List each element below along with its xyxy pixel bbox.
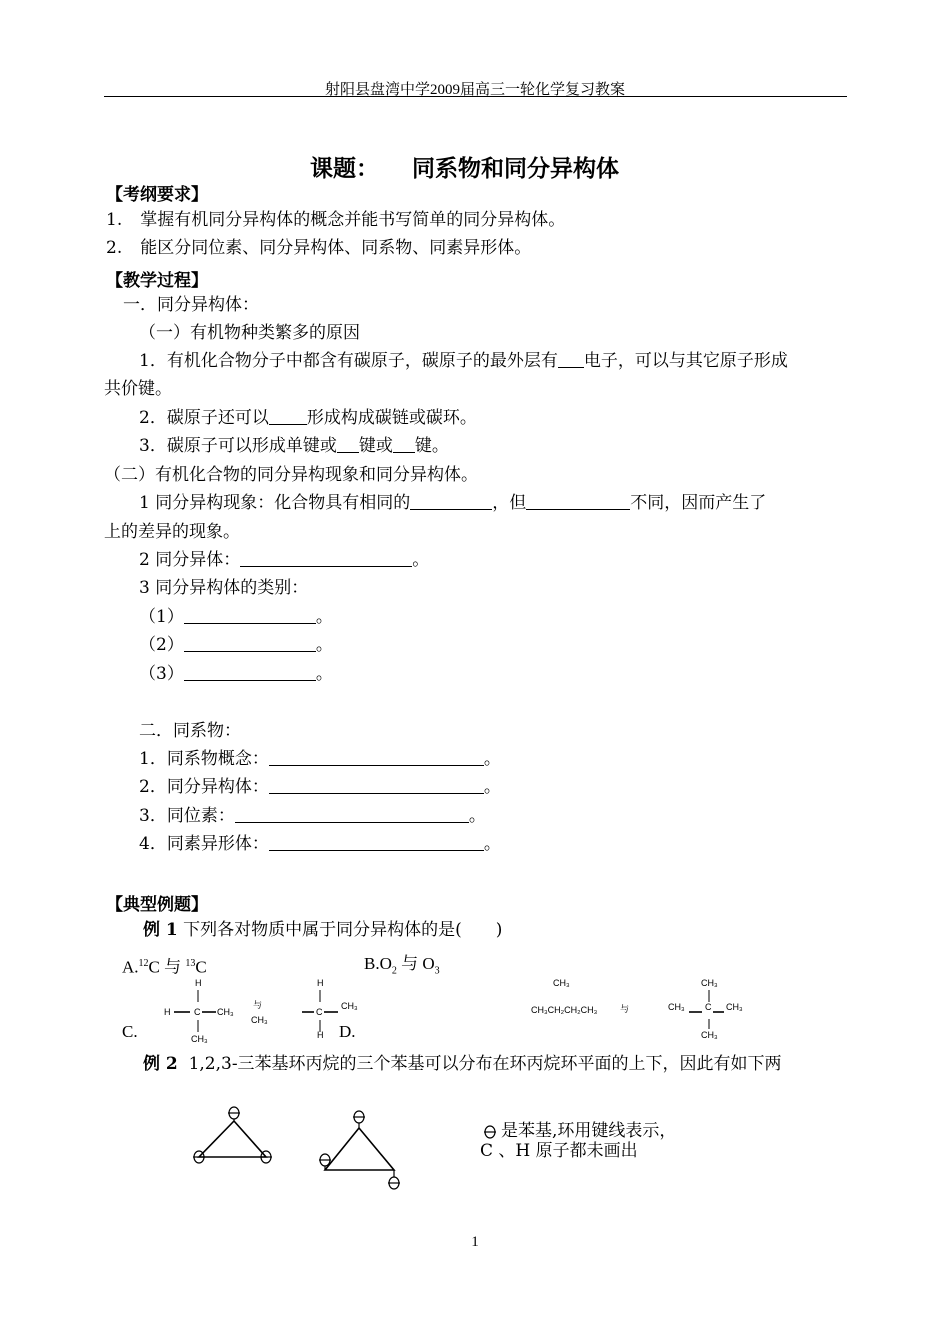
item3-text-c: 键。 xyxy=(414,436,449,456)
syllabus-num: 2. xyxy=(106,238,123,258)
period: 。 xyxy=(483,749,501,769)
page-title: 同系物和同分异构体 xyxy=(412,155,619,182)
part2-item xyxy=(139,805,486,827)
group-ch3: CH₃ xyxy=(191,1034,208,1044)
part2-item-label: 3．同位素： xyxy=(139,806,235,826)
title-label: 课题： xyxy=(310,155,379,182)
group-chain: CH₃CH₂CH₂CH₃ xyxy=(531,1005,598,1015)
page-number: 1 xyxy=(471,1234,479,1250)
example2-note2: C 、H 原子都未画出 xyxy=(480,1141,638,1161)
part1-sub2: （二）有机化合物的同分异构现象和同分异构体。 xyxy=(104,465,478,485)
p1-text-a: 1 同分异构现象：化合物具有相同的 xyxy=(139,493,411,513)
group-ch3: CH₃ xyxy=(341,1001,358,1011)
atom-h: H xyxy=(164,1007,171,1017)
cyclopropane-ring xyxy=(325,1128,394,1170)
blank xyxy=(393,435,415,453)
mass-number: 12 xyxy=(138,958,149,969)
group-ch3: CH₃ xyxy=(701,978,718,988)
cyclopropane-ring xyxy=(199,1121,266,1157)
part2-item xyxy=(139,748,501,770)
blank xyxy=(410,492,492,510)
blank xyxy=(337,435,359,453)
part1-item3 xyxy=(139,435,449,457)
atom-h: H xyxy=(195,978,202,988)
period: 。 xyxy=(315,664,333,684)
syllabus-item xyxy=(106,209,565,231)
group-ch3: CH₃ xyxy=(251,1015,268,1025)
part1-heading: 一．同分异构体： xyxy=(123,295,259,315)
item2-text-a: 2．碳原子还可以 xyxy=(139,408,269,428)
option-d-structures xyxy=(525,972,765,1047)
part1-item1-cont: 共价键。 xyxy=(104,379,172,399)
part1-sub1: （一）有机物种类繁多的原因 xyxy=(139,323,360,343)
option-d-label: D. xyxy=(339,1022,356,1041)
atom-h: H xyxy=(317,978,324,988)
blank xyxy=(526,492,630,510)
part2-item xyxy=(139,833,501,855)
part2-item xyxy=(139,776,501,798)
blank xyxy=(184,634,316,652)
isomer-structure-1 xyxy=(185,1100,285,1175)
option-a-end: C xyxy=(195,957,207,977)
syllabus-text: 掌握有机同分异构体的概念并能书写简单的同分异构体。 xyxy=(140,210,566,230)
example2-note1: 是苯基,环用键线表示， xyxy=(501,1121,677,1141)
blank xyxy=(558,350,584,368)
period: 。 xyxy=(483,834,501,854)
part1-item1 xyxy=(139,350,788,372)
part1-item2 xyxy=(139,407,477,429)
syllabus-num: 1. xyxy=(106,210,123,230)
with-text: 与 xyxy=(620,1004,630,1014)
period: 。 xyxy=(483,777,501,797)
option-a-prefix: A. xyxy=(122,957,139,977)
category-line xyxy=(139,606,333,628)
option-b-mid: 与 O xyxy=(396,954,435,973)
atom-c: C xyxy=(194,1007,201,1017)
item1-text-b: 电子，可以与其它原子形成 xyxy=(583,351,788,371)
atom-h: H xyxy=(317,1030,324,1040)
example2-text: 1,2,3-三苯基环丙烷的三个苯基可以分布在环丙烷环平面的上下，因此有如下两 xyxy=(188,1054,782,1074)
item3-text-b: 键或 xyxy=(358,436,393,456)
part1-p1 xyxy=(139,492,766,514)
item3-text-a: 3．碳原子可以形成单键或 xyxy=(139,436,337,456)
phenyl-legend-icon xyxy=(481,1122,499,1142)
example2-question xyxy=(143,1053,782,1075)
section-syllabus: 【考纲要求】 xyxy=(106,185,208,205)
section-examples: 【典型例题】 xyxy=(106,895,208,915)
option-a-mid: C 与 xyxy=(148,957,186,977)
part2-item-label: 2．同分异构体： xyxy=(139,777,269,797)
period: 。 xyxy=(315,635,333,655)
section-process: 【教学过程】 xyxy=(106,271,208,291)
subscript: 2 xyxy=(391,965,397,977)
blank xyxy=(235,805,469,823)
blank xyxy=(184,663,316,681)
group-ch3: CH₃ xyxy=(553,978,570,988)
isomer-structure-2 xyxy=(310,1100,410,1195)
part1-p1-cont: 上的差异的现象。 xyxy=(104,522,240,542)
part2-item-label: 1．同系物概念： xyxy=(139,749,269,769)
atom-c: C xyxy=(316,1007,323,1017)
blank xyxy=(269,748,484,766)
category-label: （3） xyxy=(139,664,184,684)
p2-text: 2 同分异体： xyxy=(139,550,241,570)
group-ch3: CH₃ xyxy=(217,1007,234,1017)
header-rule xyxy=(104,96,847,97)
category-line xyxy=(139,663,333,685)
with-text: 与 xyxy=(253,1000,263,1010)
part2-heading: 二．同系物： xyxy=(139,721,241,741)
p1-text-b: ，但 xyxy=(492,493,527,513)
blank xyxy=(269,833,484,851)
option-b-prefix: B.O xyxy=(364,954,392,973)
option-b xyxy=(364,953,440,982)
blank xyxy=(184,606,316,624)
category-label: （2） xyxy=(139,635,184,655)
period: 。 xyxy=(412,550,430,570)
part2-item-label: 4．同素异形体： xyxy=(139,834,269,854)
group-ch3: CH₃ xyxy=(701,1030,718,1040)
period: 。 xyxy=(315,607,333,627)
group-ch3: CH₃ xyxy=(726,1002,743,1012)
subscript: 3 xyxy=(434,965,440,977)
atom-c: C xyxy=(705,1002,712,1012)
item2-text-b: 形成构成碳链或碳环。 xyxy=(306,408,477,428)
p1-text-c: 不同，因而产生了 xyxy=(630,493,767,513)
group-ch3: CH₃ xyxy=(668,1002,685,1012)
period: 。 xyxy=(468,806,486,826)
syllabus-text: 能区分同位素、同分异构体、同系物、同素异形体。 xyxy=(140,238,532,258)
example1-label: 例 1 xyxy=(143,920,178,940)
blank xyxy=(269,776,484,794)
example1-question xyxy=(143,919,502,941)
example2-label: 例 2 xyxy=(143,1054,178,1074)
example1-text: 下列各对物质中属于同分异构体的是( ) xyxy=(183,920,503,940)
category-label: （1） xyxy=(139,607,184,627)
item1-text-a: 1．有机化合物分子中都含有碳原子，碳原子的最外层有 xyxy=(139,351,558,371)
page-header: 射阳县盘湾中学2009届高三一轮化学复习教案 xyxy=(324,82,625,98)
mass-number: 13 xyxy=(185,958,196,969)
blank xyxy=(240,549,412,567)
part1-p2 xyxy=(139,549,429,571)
blank xyxy=(269,407,307,425)
category-line xyxy=(139,634,333,656)
part1-p3: 3 同分异构体的类别： xyxy=(139,578,309,598)
option-c-label: C. xyxy=(122,1022,138,1041)
syllabus-item xyxy=(106,237,531,259)
